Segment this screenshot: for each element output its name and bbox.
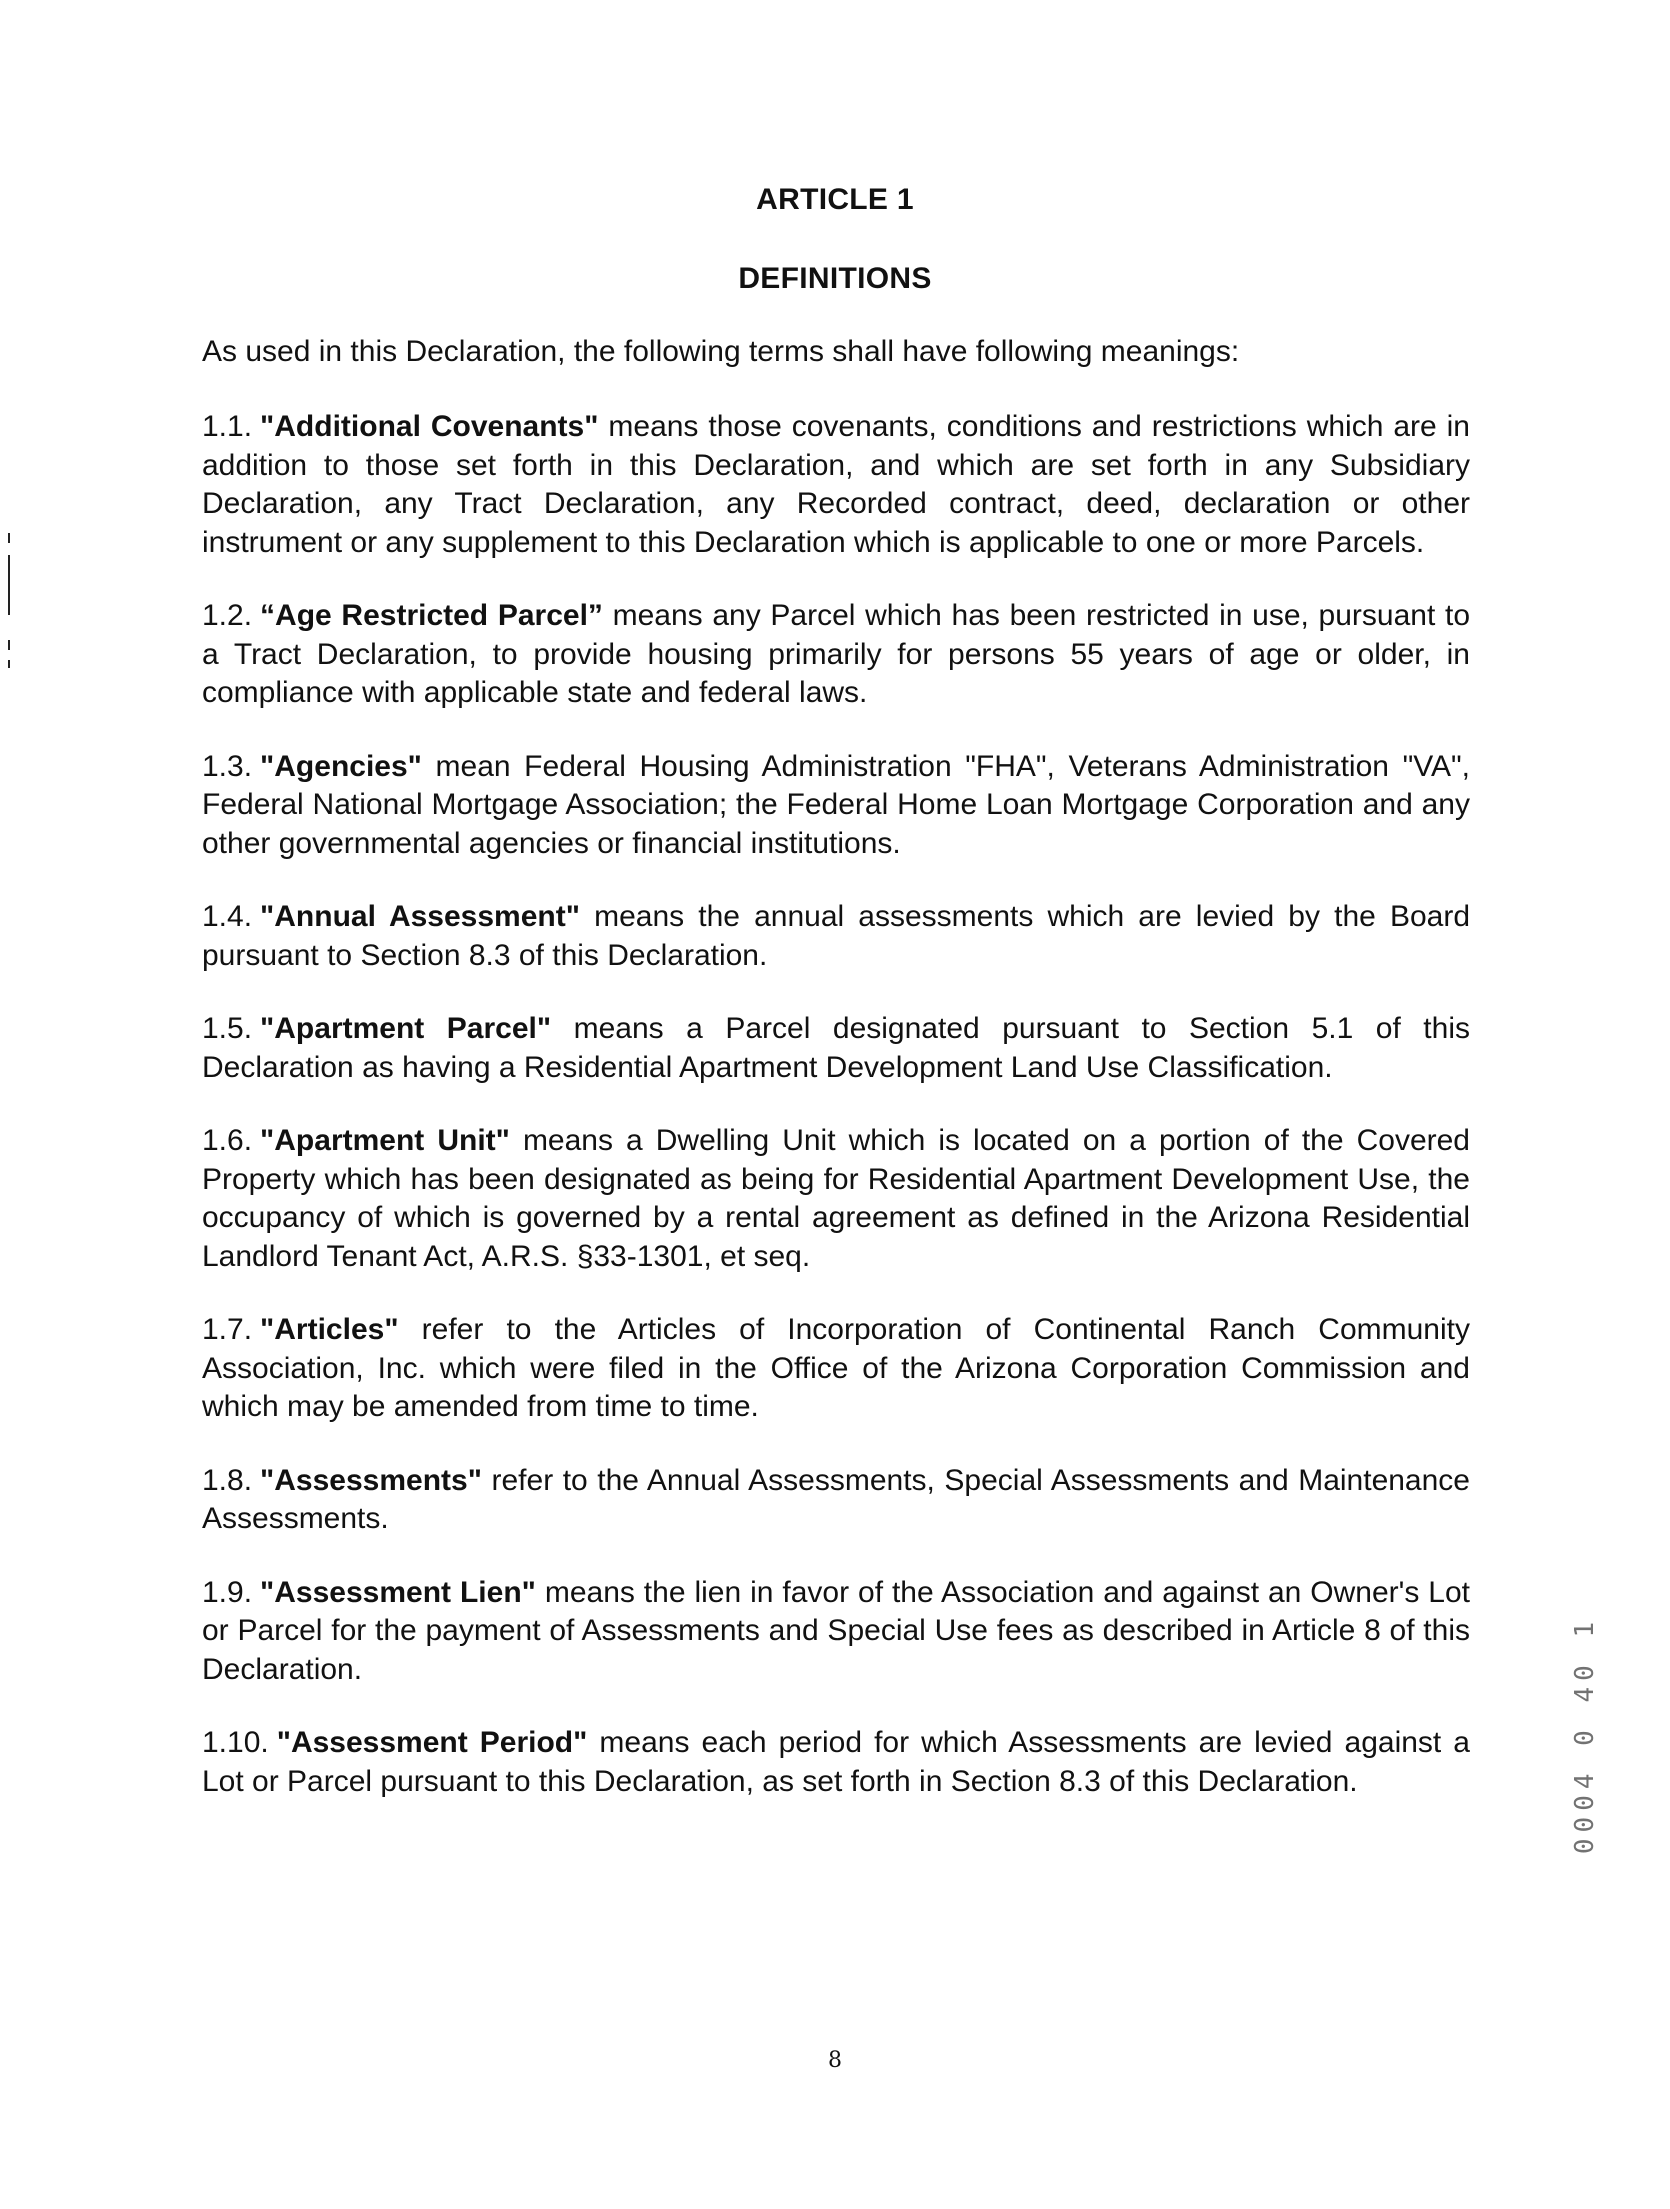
definition-term: “Age Restricted Parcel” — [260, 599, 603, 632]
definition-text: mean Federal Housing Administration "FHA", Veterans Administration "VA", Federal National Mortgage Association; the Federal Home Loan Mortgage Corporation and any other governmental agencies or financial institutions. — [202, 749, 1470, 860]
definitions-list — [202, 408, 1470, 1836]
definition-number: 1.5. — [202, 1012, 253, 1045]
definition-item — [202, 1122, 1470, 1276]
definition-text: means the annual assessments which are levied by the Board pursuant to Section 8.3 of this Declaration. — [202, 900, 1470, 972]
definition-text: means a Parcel designated pursuant to Section 5.1 of this Declaration as having a Residential Apartment Development Land Use Classification. — [202, 1012, 1470, 1084]
intro-paragraph: As used in this Declaration, the following terms shall have following meanings: — [202, 335, 1240, 368]
definition-item — [202, 408, 1470, 562]
definition-term: "Assessment Period" — [276, 1726, 588, 1759]
scan-mark — [8, 640, 10, 650]
definition-term: "Assessments" — [260, 1463, 482, 1497]
definition-term: "Additional Covenants" — [260, 410, 599, 443]
definition-text: refer to the Articles of Incorporation of Continental Ranch Community Association, Inc. which were filed in the Office of the Arizona Corporation Commission and which may be amended from time to time. — [202, 1313, 1470, 1423]
scan-mark — [8, 555, 10, 615]
definition-term: "Apartment Parcel" — [260, 1012, 552, 1045]
recording-stamp — [1555, 1570, 1615, 1900]
definition-text: refer to the Annual Assessments, Special Assessments and Maintenance Assessments. — [202, 1463, 1470, 1535]
definition-term: "Agencies" — [260, 749, 422, 783]
definition-term: "Annual Assessment" — [260, 900, 580, 933]
definition-item — [202, 1574, 1470, 1690]
definition-term: "Assessment Lien" — [260, 1575, 536, 1609]
definition-item — [202, 1462, 1470, 1539]
scan-mark — [8, 660, 10, 668]
scan-mark — [8, 533, 10, 543]
definition-number: 1.10. — [202, 1726, 269, 1759]
definition-text: means any Parcel which has been restricted in use, pursuant to a Tract Declaration, to provide housing primarily for persons 55 years of age or older, in compliance with applicable state and federal laws. — [202, 599, 1470, 709]
definition-item — [202, 898, 1470, 975]
definition-item — [202, 1010, 1470, 1087]
definition-text: means those covenants, conditions and restrictions which are in addition to those set forth in this Declaration, and which are set forth in any Subsidiary Declaration, any Tract Declaration, any Recorded contract, deed, declaration or other instrument or any supplement to this Declaration which is applicable to one or more Parcels. — [202, 410, 1470, 559]
definition-number: 1.2. — [202, 599, 253, 632]
definition-number: 1.3. — [202, 749, 253, 783]
recording-stamp-text: 0004 0 40 1 — [1570, 1615, 1600, 1855]
article-heading: ARTICLE 1 — [756, 183, 914, 216]
definition-number: 1.4. — [202, 900, 253, 933]
definition-number: 1.1. — [202, 410, 253, 443]
definition-term: "Articles" — [260, 1313, 399, 1346]
definition-item — [202, 748, 1470, 864]
page-number: 8 — [828, 2048, 842, 2073]
definition-text: means each period for which Assessments are levied against a Lot or Parcel pursuant to this Declaration, as set forth in Section 8.3 of this Declaration. — [202, 1726, 1470, 1798]
section-heading: DEFINITIONS — [738, 262, 932, 295]
definition-text: means the lien in favor of the Association and against an Owner's Lot or Parcel for the payment of Assessments and Special Use fees as described in Article 8 of this Declaration. — [202, 1575, 1471, 1686]
definition-number: 1.7. — [202, 1313, 253, 1346]
definition-number: 1.9. — [202, 1575, 253, 1609]
definition-number: 1.6. — [202, 1124, 253, 1157]
definition-item — [202, 1311, 1470, 1427]
definition-number: 1.8. — [202, 1463, 253, 1497]
definition-item — [202, 1724, 1470, 1801]
definition-item — [202, 597, 1470, 713]
definition-text: means a Dwelling Unit which is located on a portion of the Covered Property which has been designated as being for Residential Apartment Development Use, the occupancy of which is governed by a rental agreement as defined in the Arizona Residential Landlord Tenant Act, A.R.S. §33-1301, et seq. — [202, 1124, 1470, 1273]
definition-term: "Apartment Unit" — [260, 1124, 510, 1157]
